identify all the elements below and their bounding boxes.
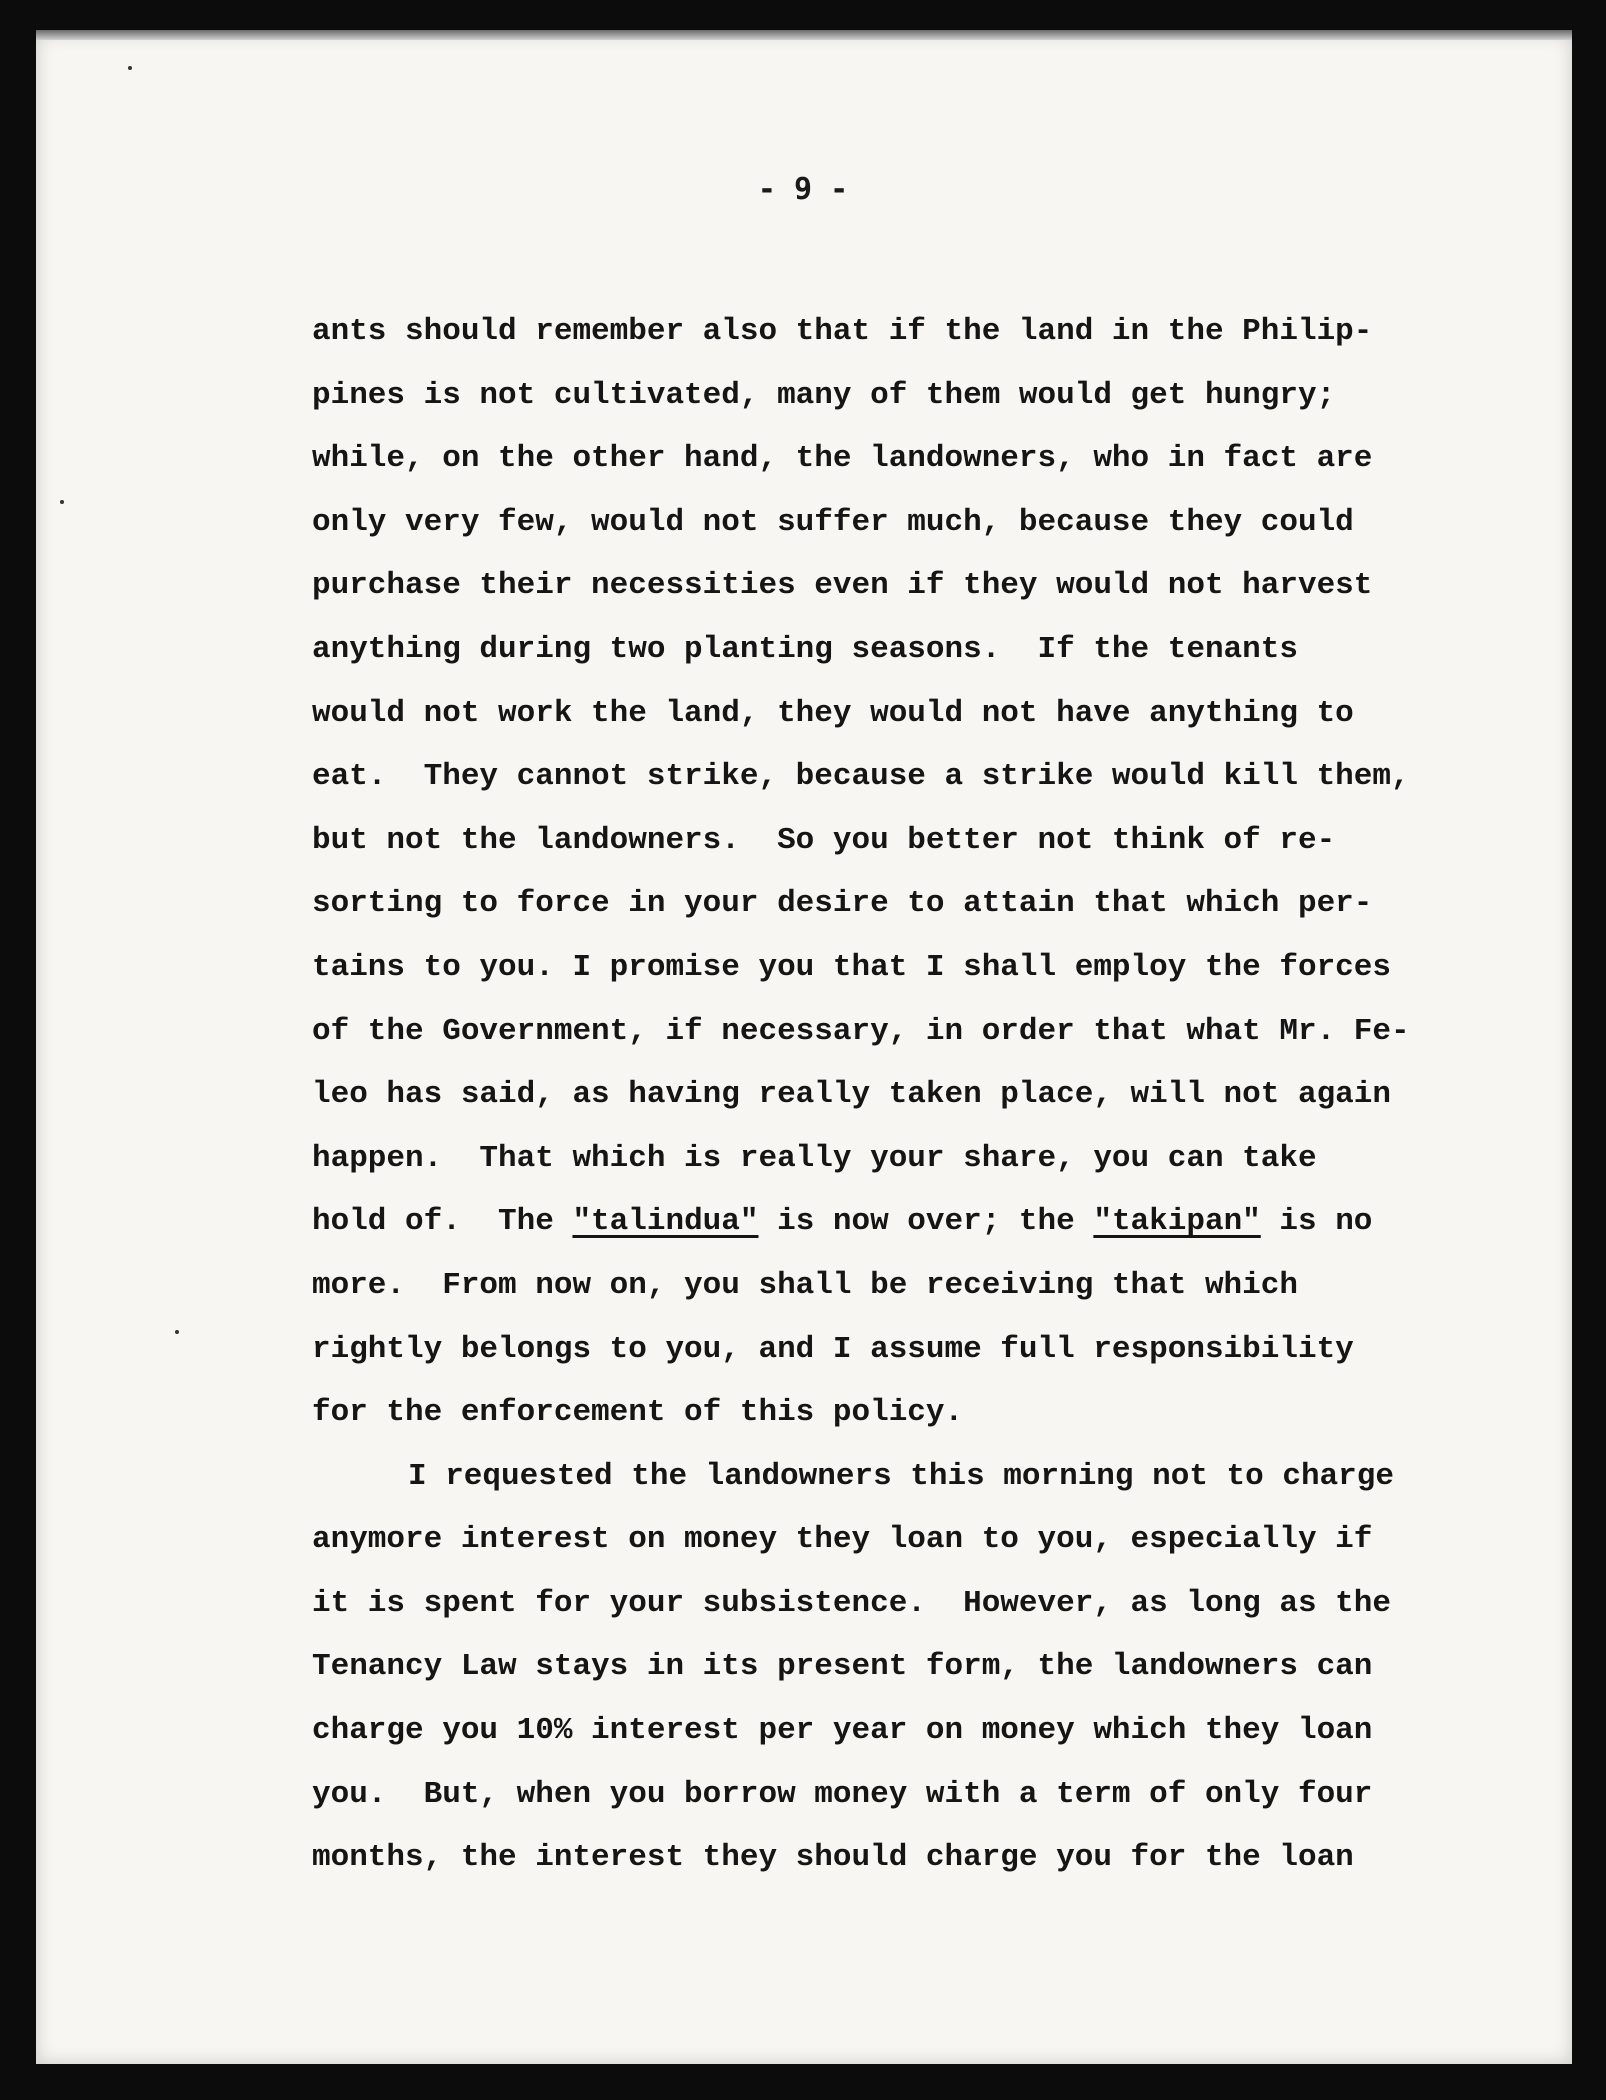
text-line: of the Government, if necessary, in order that what Mr. Fe- bbox=[312, 1013, 1410, 1049]
text-line: purchase their necessities even if they would not harvest bbox=[312, 568, 1373, 604]
scan-speck bbox=[60, 500, 64, 504]
text-line: only very few, would not suffer much, because they could bbox=[312, 504, 1354, 540]
text-line: it is spent for your subsistence. However, as long as the bbox=[312, 1585, 1391, 1621]
text-line: more. From now on, you shall be receiving that which bbox=[312, 1267, 1298, 1303]
text-fragment: is no bbox=[1260, 1204, 1373, 1240]
text-line: tains to you. I promise you that I shall employ the forces bbox=[312, 949, 1391, 985]
text-line: Tenancy Law stays in its present form, the landowners can bbox=[312, 1649, 1373, 1685]
text-line: for the enforcement of this policy. bbox=[312, 1395, 964, 1431]
text-line: happen. That which is really your share, you can take bbox=[312, 1140, 1317, 1176]
text-fragment: hold of. The bbox=[312, 1204, 573, 1240]
body-text bbox=[312, 300, 1462, 1890]
scan-speck bbox=[128, 66, 132, 70]
scan-speck bbox=[175, 1330, 179, 1334]
text-line: would not work the land, they would not have anything to bbox=[312, 695, 1354, 731]
text-line: while, on the other hand, the landowners, who in fact are bbox=[312, 441, 1373, 477]
text-line: anything during two planting seasons. If the tenants bbox=[312, 631, 1298, 667]
text-line: months, the interest they should charge you for the loan bbox=[312, 1840, 1354, 1876]
text-line: pines is not cultivated, many of them would get hungry; bbox=[312, 377, 1336, 413]
text-line: anymore interest on money they loan to you, especially if bbox=[312, 1522, 1373, 1558]
term-takipan: "takipan" bbox=[1093, 1204, 1261, 1240]
text-line: sorting to force in your desire to attain that which per- bbox=[312, 886, 1373, 922]
text-line: you. But, when you borrow money with a term of only four bbox=[312, 1776, 1373, 1812]
term-talindua: "talindua" bbox=[572, 1204, 759, 1240]
page-top-edge bbox=[36, 30, 1572, 40]
text-line: eat. They cannot strike, because a strike would kill them, bbox=[312, 759, 1410, 795]
paragraph-first-line: I requested the landowners this morning not to charge bbox=[408, 1458, 1394, 1494]
text-line: leo has said, as having really taken place, will not again bbox=[312, 1077, 1391, 1113]
text-line: rightly belongs to you, and I assume full responsibility bbox=[312, 1331, 1354, 1367]
page-number: - 9 - bbox=[757, 172, 849, 207]
text-fragment: is now over; the bbox=[758, 1204, 1094, 1240]
text-line: charge you 10% interest per year on money which they loan bbox=[312, 1713, 1373, 1749]
text-line: ants should remember also that if the land in the Philip- bbox=[312, 314, 1373, 349]
text-line bbox=[312, 1190, 1462, 1254]
text-line: but not the landowners. So you better not think of re- bbox=[312, 822, 1336, 858]
